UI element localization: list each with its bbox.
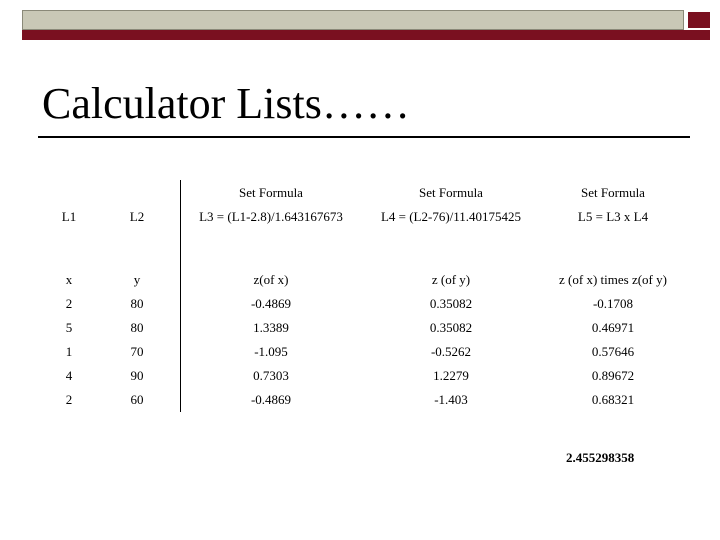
- column-header-x: x: [65, 272, 73, 287]
- top-band-light-bar: [22, 10, 684, 30]
- formula-cell-l4: Set Formula: [419, 185, 483, 200]
- column-header-y: y: [94, 268, 181, 292]
- cell-x: 1: [65, 344, 73, 359]
- cell-zx: -0.4869: [250, 296, 292, 311]
- table-row: [44, 364, 685, 388]
- formula-cell-l5: Set Formula: [581, 185, 645, 200]
- table-row: [44, 316, 685, 340]
- cell-zx: 0.7303: [253, 368, 289, 383]
- cell-zy: 0.35082: [429, 296, 473, 311]
- top-decorative-band: [22, 10, 710, 40]
- column-header-zy: z (of y): [431, 272, 471, 287]
- cell-x: 5: [65, 320, 73, 335]
- table-row: [44, 388, 685, 412]
- cell-zy: 0.35082: [429, 320, 473, 335]
- cell-product: 0.57646: [591, 344, 635, 359]
- cell-zx: -1.095: [254, 344, 288, 359]
- slide-title: Calculator Lists……: [42, 79, 410, 128]
- column-header-row: [44, 268, 685, 292]
- cell-product: 0.89672: [591, 368, 635, 383]
- table-row: [44, 340, 685, 364]
- cell-x: 2: [65, 392, 73, 407]
- spacer-row: [44, 228, 685, 268]
- cell-product: 0.46971: [591, 320, 635, 335]
- formula-cell-l3: Set Formula: [239, 185, 303, 200]
- formula-cell-l1: [44, 180, 94, 206]
- formula-row: [44, 180, 685, 206]
- cell-y: 80: [94, 292, 181, 316]
- sum-of-products: 2.455298358: [566, 450, 635, 465]
- cell-x: 2: [65, 296, 73, 311]
- title-underline: [38, 136, 690, 138]
- formula-cell-l2: [94, 180, 181, 206]
- column-header-zx: z(of x): [253, 272, 289, 287]
- cell-x: 4: [65, 368, 73, 383]
- cell-y: 80: [94, 316, 181, 340]
- list-name-l1: L1: [61, 209, 77, 224]
- cell-zx: -0.4869: [250, 392, 292, 407]
- top-band-square: [688, 12, 710, 28]
- cell-y: 60: [94, 388, 181, 412]
- top-band-dark-bar: [22, 30, 710, 40]
- list-name-l4: L4 = (L2-76)/11.40175425: [380, 209, 522, 224]
- list-name-l5: L5 = L3 x L4: [577, 209, 649, 224]
- table-row: [44, 292, 685, 316]
- cell-zy: 1.2279: [433, 368, 469, 383]
- cell-y: 70: [94, 340, 181, 364]
- list-name-row: [44, 206, 685, 228]
- calculator-lists-table: [44, 180, 686, 412]
- cell-product: -0.1708: [592, 296, 634, 311]
- cell-zx: 1.3389: [253, 320, 289, 335]
- list-name-l2: L2: [94, 206, 181, 228]
- list-name-l3: L3 = (L1-2.8)/1.643167673: [199, 209, 343, 224]
- cell-zy: -0.5262: [430, 344, 472, 359]
- cell-product: 0.68321: [591, 392, 635, 407]
- cell-y: 90: [94, 364, 181, 388]
- column-header-product: z (of x) times z(of y): [559, 272, 667, 287]
- cell-zy: -1.403: [434, 392, 468, 407]
